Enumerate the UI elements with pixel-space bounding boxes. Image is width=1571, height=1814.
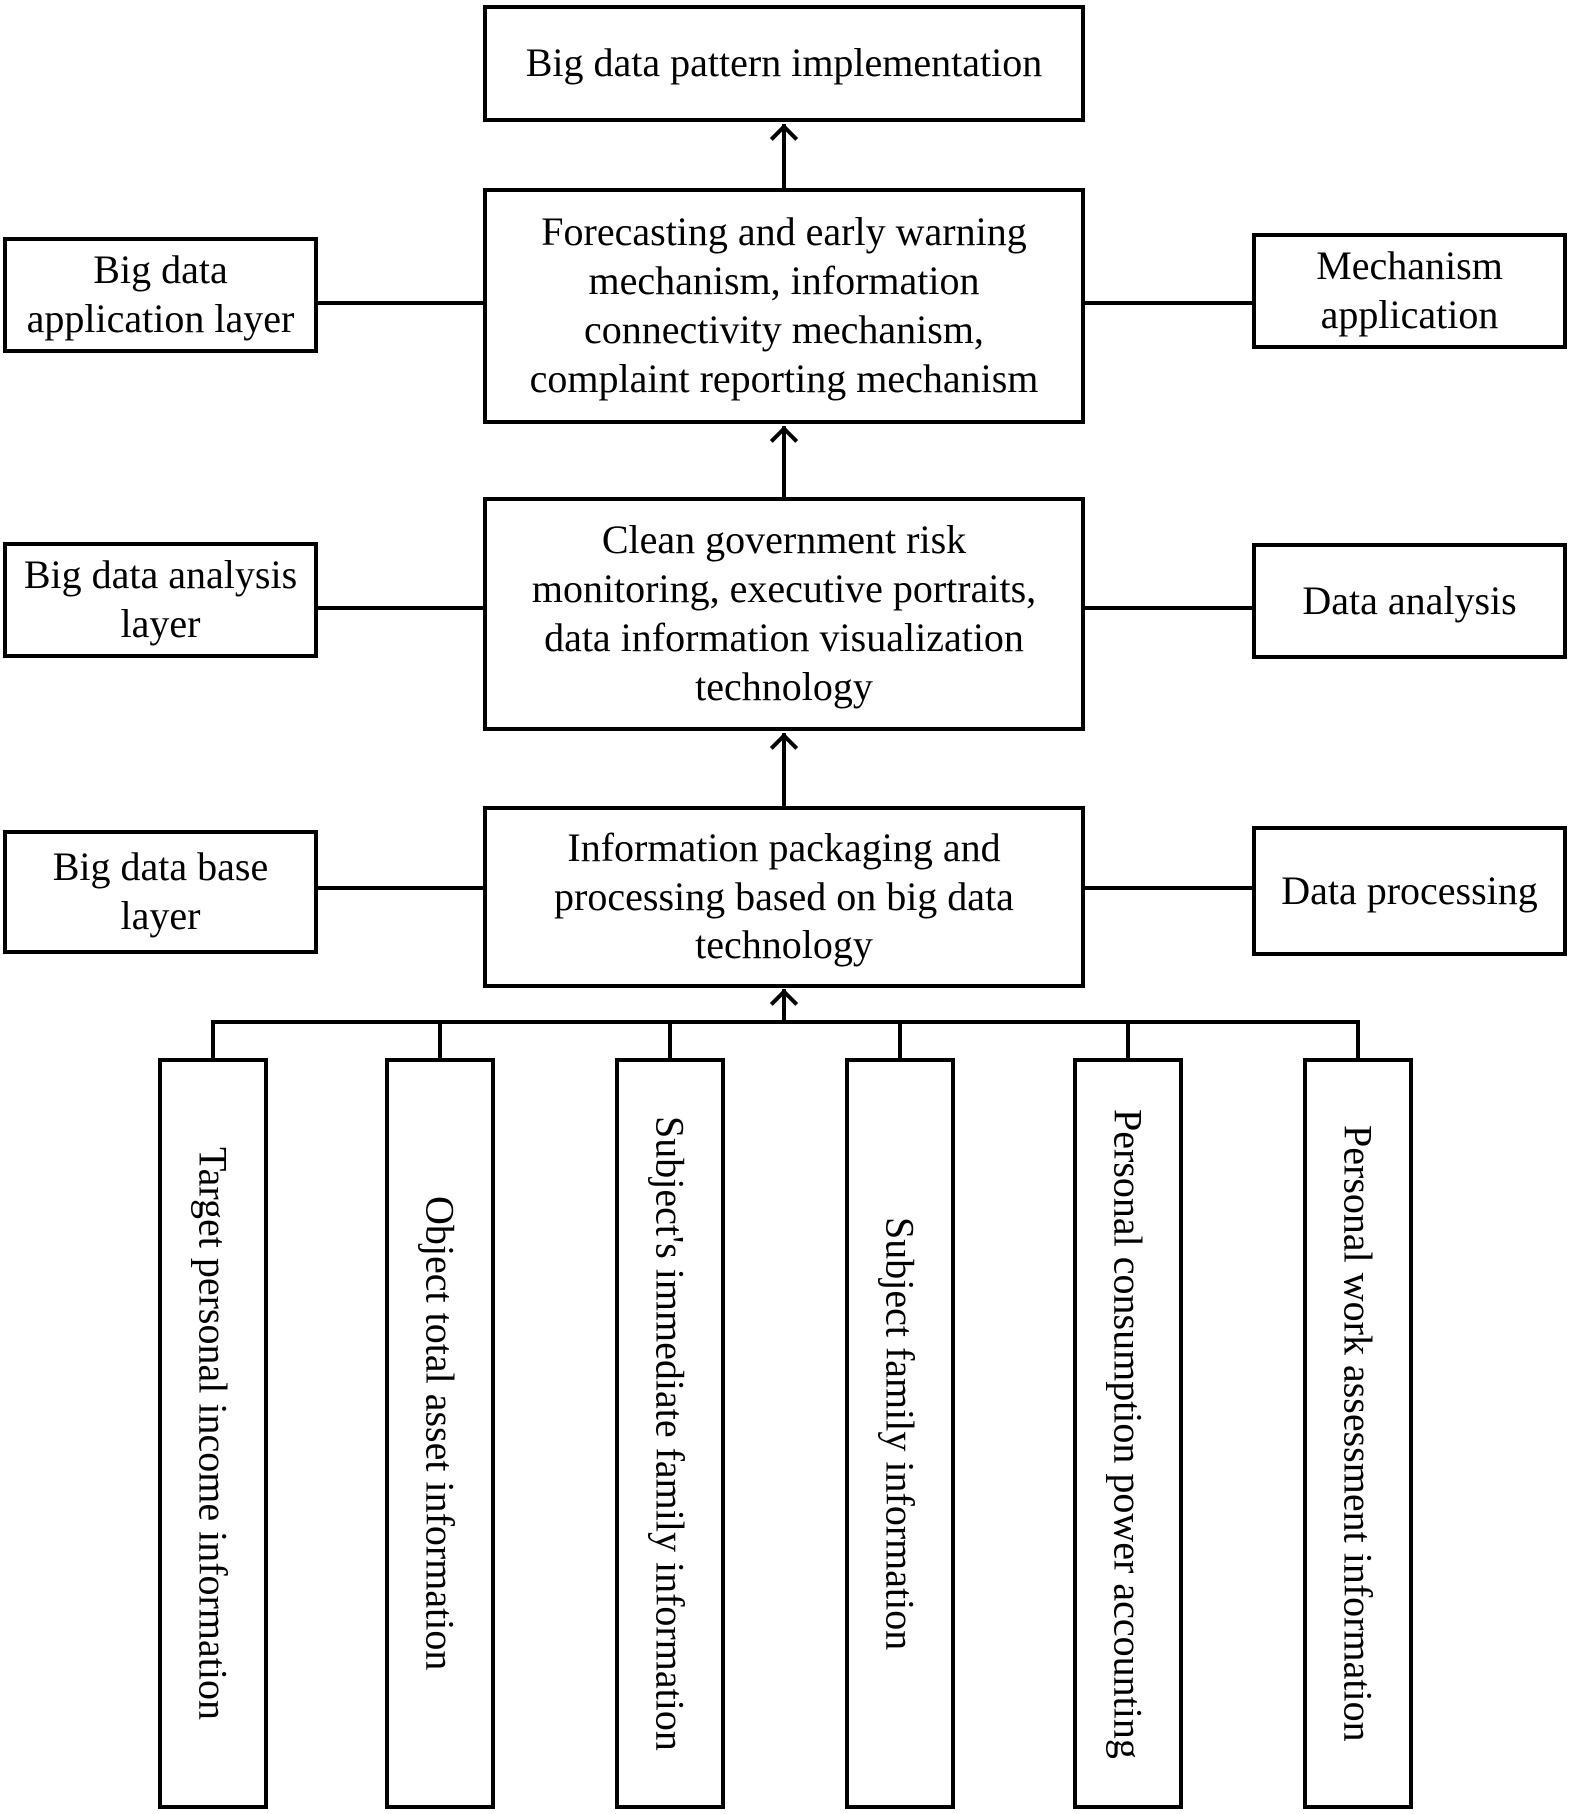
box-label: Data processing [1281,867,1538,913]
box-label: Forecasting and early warning mechanism, information connectivity mechanism, complaint reporting mechanism [529,209,1039,401]
box-big-data-base-layer [3,830,318,954]
box-subjects-immediate-family-information [615,1058,725,1809]
arrow-up-icon [770,989,798,1017]
riser-source-4 [898,1020,902,1062]
box-label: Subject's immediate family information [647,1116,693,1751]
box-label: Big data analysis layer [23,552,298,646]
box-forecasting-warning-mechanisms [483,188,1085,424]
connector-mechanism-application [1085,301,1252,305]
riser-source-2 [438,1020,442,1062]
riser-source-1 [211,1020,215,1062]
box-label: Clean government risk monitoring, executive portraits, data information visualization technology [531,517,1037,709]
box-data-analysis [1252,543,1567,659]
connector-application-layer [318,301,483,305]
box-label: Target personal income information [190,1147,236,1720]
connector-data-analysis [1085,606,1252,610]
box-label: Information packaging and processing based on big data technology [554,824,1014,968]
box-label: Big data base layer [52,844,269,938]
arrow-up-icon [770,124,798,152]
box-subject-family-information [845,1058,955,1809]
box-label: Personal work assessment information [1335,1125,1381,1742]
arrow-up-icon [770,426,798,454]
box-personal-work-assessment-information [1303,1058,1413,1809]
box-information-packaging-processing [483,806,1085,988]
arrow-up-icon [770,733,798,761]
box-label: Object total asset information [417,1196,463,1671]
riser-source-3 [668,1020,672,1062]
riser-source-6 [1356,1020,1360,1062]
box-mechanism-application [1252,233,1567,349]
box-label: Big data application layer [26,247,295,341]
box-object-total-asset-information [385,1058,495,1809]
box-label: Personal consumption power accounting [1105,1108,1151,1759]
box-label: Data analysis [1302,577,1517,623]
box-big-data-analysis-layer [3,542,318,658]
riser-source-5 [1126,1020,1130,1062]
box-label: Subject family information [877,1216,923,1651]
box-target-personal-income-information [158,1058,268,1809]
connector-data-processing [1085,886,1252,890]
box-label: Mechanism application [1316,243,1503,337]
box-big-data-application-layer [3,237,318,353]
box-big-data-pattern-implementation [483,5,1085,122]
box-label: Big data pattern implementation [525,40,1043,86]
connector-base-layer [318,886,483,890]
box-clean-government-risk-monitoring [483,497,1085,731]
connector-analysis-layer [318,606,483,610]
box-data-processing [1252,826,1567,956]
box-personal-consumption-power-accounting [1073,1058,1183,1809]
bus-line [211,1020,1360,1024]
